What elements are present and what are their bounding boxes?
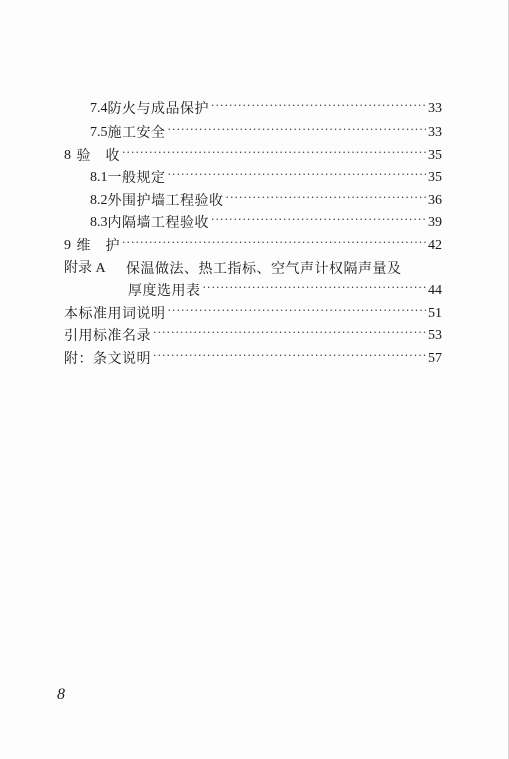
toc-entry-page: 36 [428, 193, 442, 208]
toc-entry [64, 323, 442, 345]
toc-entry-page: 33 [428, 125, 442, 140]
toc-entry-page: 44 [428, 283, 442, 298]
toc-entry [90, 188, 442, 210]
dot-leader [168, 121, 427, 139]
dot-leader [153, 347, 426, 365]
toc-entry-title: 一般规定 [107, 170, 166, 186]
toc-entry-number: 8 [64, 148, 71, 163]
toc-entry-page: 33 [428, 101, 442, 116]
toc-entry [64, 143, 442, 165]
toc-entry-page: 57 [428, 351, 442, 366]
toc-entry [90, 96, 442, 118]
toc-entry-title: 厚度选用表 [128, 283, 201, 299]
toc-entry-number: 7.4 [90, 101, 108, 116]
toc-entry-page: 35 [428, 148, 442, 163]
toc-entry-number: 9 [64, 238, 71, 253]
toc-entry [64, 256, 442, 278]
dot-leader [211, 211, 426, 229]
toc-entry-number: 8.2 [90, 193, 108, 208]
toc-entry-title: 保温做法、热工指标、空气声计权隔声量及 [126, 261, 402, 277]
toc-entry-number: 8.3 [90, 215, 108, 230]
dot-leader [168, 302, 427, 320]
toc-entry-page: 51 [428, 306, 442, 321]
toc-entry-title: 外围护墙工程验收 [107, 193, 224, 209]
toc-entry [64, 301, 442, 323]
toc-entry [90, 165, 442, 187]
dot-leader [168, 166, 427, 184]
toc-entry-title: 防火与成品保护 [107, 101, 209, 117]
toc-entry-title: 维 护 [76, 238, 120, 254]
toc-entry-page: 42 [428, 238, 442, 253]
dot-leader [122, 234, 426, 252]
toc-entry-title: 附：条文说明 [64, 351, 151, 367]
dot-leader [211, 97, 426, 115]
toc-entry [90, 120, 442, 142]
toc-entry-title: 内隔墙工程验收 [107, 215, 209, 231]
toc-entry-title: 本标准用词说明 [64, 306, 166, 322]
toc-entry [64, 233, 442, 255]
toc-entry-title: 施工安全 [107, 125, 166, 141]
toc-entry-page: 35 [428, 170, 442, 185]
toc-entry [64, 346, 442, 368]
toc-entry-title: 验 收 [76, 148, 120, 164]
dot-leader [203, 279, 427, 297]
toc-entry-page: 39 [428, 215, 442, 230]
toc-entry-page: 53 [428, 328, 442, 343]
dot-leader [153, 324, 426, 342]
page-number: 8 [57, 686, 65, 703]
dot-leader [122, 144, 426, 162]
dot-leader [226, 189, 427, 207]
toc-entry-number: 附录 A [64, 261, 106, 276]
toc-entry-number: 7.5 [90, 125, 108, 140]
toc-entry [90, 210, 442, 232]
toc-entry-number: 8.1 [90, 170, 108, 185]
toc-entry [128, 278, 442, 300]
toc-entry-title: 引用标准名录 [64, 328, 151, 344]
